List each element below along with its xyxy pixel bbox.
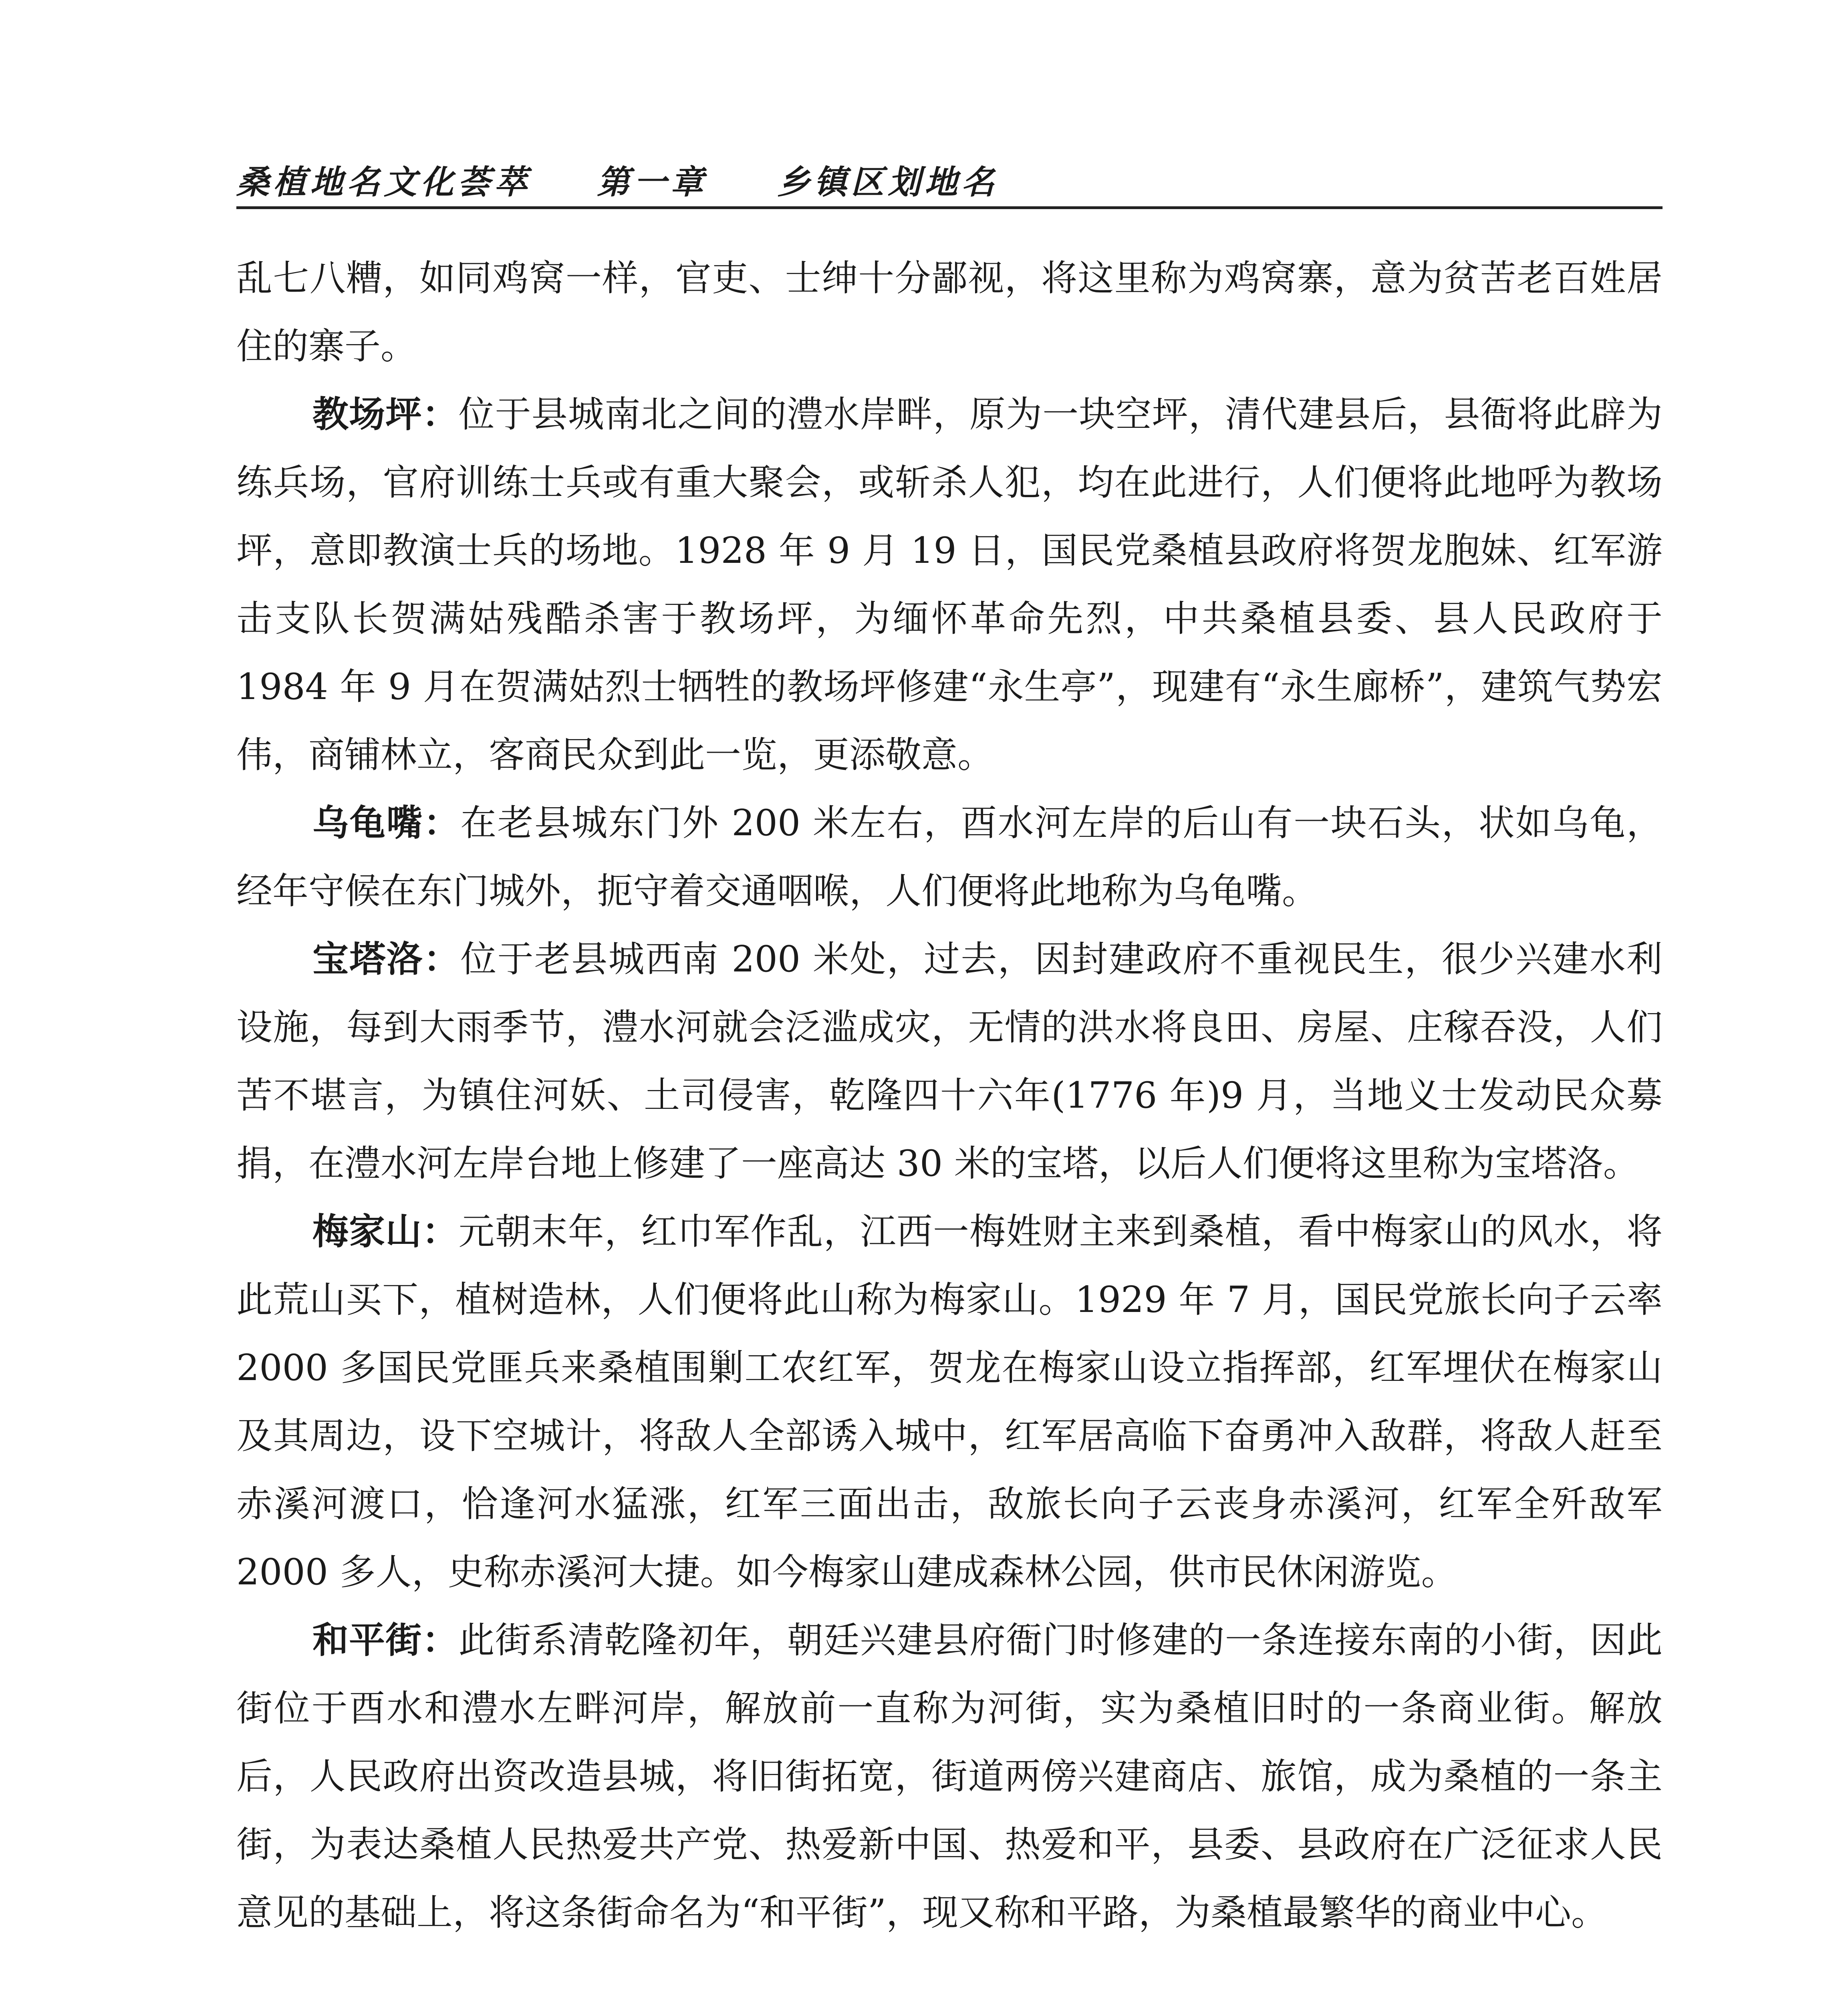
entry-text: 此街系清乾隆初年，朝廷兴建县府衙门时修建的一条连接东南的小街，因此街位于酉水和澧水左畔河岸，解放前一直称为河街，实为桑植旧时的一条商业街。解放后，人民政府出资改造县城，将旧街拓宽，街道两傍兴建商店、旅馆，成为桑植的一条主街，为表达桑植人民热爱共产党、热爱新中国、热爱和平，县委、县政府在广泛征求人民意见的基础上，将这条街命名为“和平街”，现又称和平路，为桑植最繁华的商业中心。 xyxy=(236,1619,1663,1934)
entry-paragraph xyxy=(236,381,1663,789)
entry-text: 元朝末年，红巾军作乱，江西一梅姓财主来到桑植，看中梅家山的风水，将此荒山买下，植树造林，人们便将此山称为梅家山。1929 年 7 月，国民党旅长向子云率 2000 多国民党匪兵来桑植围剿工农红军，贺龙在梅家山设立指挥部，红军埋伏在梅家山及其周边，设下空城计，将敌人全部诱入城中，红军居高临下奋勇冲入敌群，将敌人赶至赤溪河渡口，恰逢河水猛涨，红军三面出击，敌旅长向子云丧身赤溪河，红军全歼敌军 2000 多人，史称赤溪河大捷。如今梅家山建成森林公园，供市民休闲游览。 xyxy=(236,1211,1663,1593)
header-rule xyxy=(236,206,1663,209)
entry-paragraph xyxy=(236,1606,1663,1947)
entry-term: 宝塔洛： xyxy=(312,938,461,980)
entry-paragraph xyxy=(236,789,1663,925)
entry-term: 教场坪： xyxy=(312,393,459,435)
entry-text: 位于老县城西南 200 米处，过去，因封建政府不重视民生，很少兴建水利设施，每到大雨季节，澧水河就会泛滥成灾，无情的洪水将良田、房屋、庄稼吞没，人们苦不堪言，为镇住河妖、土司侵害，乾隆四十六年(1776 年)9 月，当地义士发动民众募捐，在澧水河左岸台地上修建了一座高达 30 米的宝塔，以后人们便将这里称为宝塔洛。 xyxy=(236,938,1663,1185)
entry-text: 在老县城东门外 200 米左右，酉水河左岸的后山有一块石头，状如乌龟，经年守候在东门城外，扼守着交通咽喉，人们便将此地称为乌龟嘴。 xyxy=(236,802,1663,912)
entry-term: 梅家山： xyxy=(312,1211,459,1253)
header-section: 乡镇区划地名 xyxy=(777,163,998,202)
continuation-paragraph: 乱七八糟，如同鸡窝一样，官吏、士绅十分鄙视，将这里称为鸡窝寨，意为贫苦老百姓居住的寨子。 xyxy=(236,257,1663,367)
entry-term: 和平街： xyxy=(312,1619,459,1661)
entry-text: 位于县城南北之间的澧水岸畔，原为一块空坪，清代建县后，县衙将此辟为练兵场，官府训练士兵或有重大聚会，或斩杀人犯，均在此进行，人们便将此地呼为教场坪，意即教演士兵的场地。1928 年 9 月 19 日，国民党桑植县政府将贺龙胞妹、红军游击支队长贺满姑残酷杀害于教场坪，为缅怀革命先烈，中共桑植县委、县人民政府于 1984 年 9 月在贺满姑烈士牺牲的教场坪修建“永生亭”，现建有“永生廊桥”，建筑气势宏伟，商铺林立，客商民众到此一览，更添敬意。 xyxy=(236,393,1663,776)
running-header xyxy=(236,152,1679,208)
entry-term: 乌龟嘴： xyxy=(312,802,461,844)
entry-paragraph xyxy=(236,1198,1663,1606)
header-book-title: 桑植地名文化荟萃 xyxy=(236,163,531,202)
body-text xyxy=(236,244,1663,1947)
header-chapter: 第一章 xyxy=(597,163,707,202)
entry-paragraph xyxy=(236,925,1663,1198)
